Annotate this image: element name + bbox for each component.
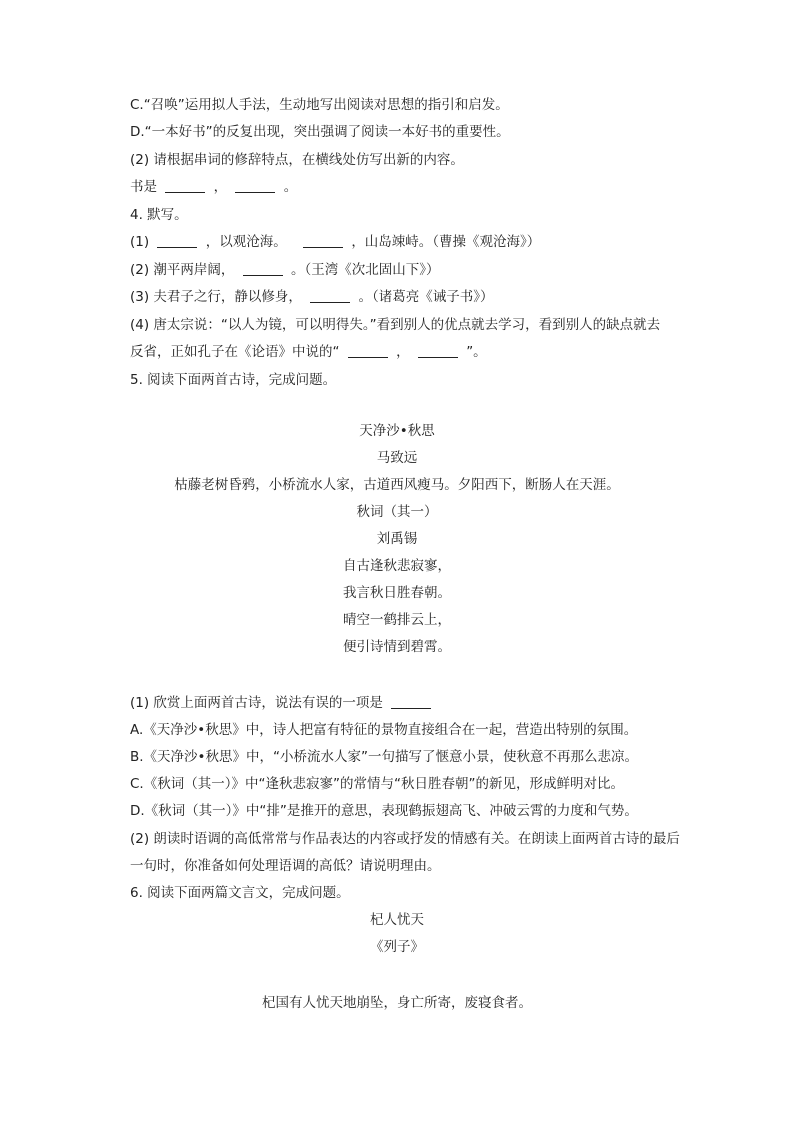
answer-blank — [348, 343, 388, 358]
answer-blank — [418, 343, 458, 358]
q4-item-2-text-a: (2) 潮平两岸阔， — [130, 262, 235, 278]
poem2-line: 我言秋日胜春朝。 — [343, 585, 451, 601]
q4-item-2-text-b: 。（王湾《次北固山下》） — [291, 262, 440, 278]
q5-part1-text: (1) 欣赏上面两首古诗，说法有误的一项是 — [130, 695, 383, 711]
poem2-line: 晴空一鹤排云上， — [343, 612, 451, 628]
q4-item-4-text-b: ， — [396, 344, 410, 360]
q4-item-4: (4) 唐太宗说：“以人为镜，可以明得失。”看到别人的优点就去学习，看到别人的缺点就去 — [130, 317, 661, 333]
q5-part2-line2: 一句时，你准备如何处理语调的高低？请说明理由。 — [130, 858, 441, 874]
answer-blank — [310, 288, 350, 303]
q5-option-b: B.《天净沙•秋思》中，“小桥流水人家”一句描写了惬意小景，使秋意不再那么悲凉。 — [130, 749, 639, 765]
q4-item-2 — [130, 260, 440, 280]
q4-item-4-text-c: ”。 — [466, 344, 487, 360]
q4-item-3 — [130, 287, 494, 307]
poem1-text: 枯藤老树昏鸦，小桥流水人家，古道西风瘦马。夕阳西下，断肠人在天涯。 — [174, 477, 620, 493]
q3-option-c: C.“召唤”运用拟人手法，生动地写出阅读对思想的指引和启发。 — [130, 97, 509, 113]
poem2-title: 秋词（其一） — [356, 504, 438, 520]
answer-blank — [303, 233, 343, 248]
q3-fill-sep: ， — [213, 179, 228, 195]
q3-fill-prefix: 书是 — [130, 179, 157, 195]
q5-option-c: C.《秋词（其一）》中“逢秋悲寂寥”的常情与“秋日胜春朝”的新见，形成鲜明对比。 — [130, 776, 624, 792]
q3-fill-line — [130, 177, 297, 197]
q5-part2-line1: (2) 朗读时语调的高低常常与作品表达的内容或抒发的情感有关。在朗读上面两首古诗的最后 — [130, 831, 680, 847]
answer-blank — [235, 178, 275, 193]
text-line: 杞国有人忧天地崩坠，身亡所寄，废寝食者。 — [262, 995, 532, 1011]
answer-blank — [165, 178, 205, 193]
q4-item-1 — [130, 232, 540, 252]
q4-item-4-cont — [130, 342, 487, 362]
poem1-title: 天净沙•秋思 — [359, 423, 435, 439]
text-source: 《列子》 — [370, 939, 424, 955]
q6-title: 6. 阅读下面两篇文言文，完成问题。 — [130, 885, 350, 901]
q5-part1 — [130, 693, 435, 713]
poem2-line: 便引诗情到碧霄。 — [343, 639, 451, 655]
q5-option-a: A.《天净沙•秋思》中，诗人把富有特征的景物直接组合在一起，营造出特别的氛围。 — [130, 722, 638, 738]
poem1-author: 马致远 — [376, 450, 418, 466]
q3-part2: (2) 请根据串词的修辞特点，在横线处仿写出新的内容。 — [130, 152, 464, 168]
answer-blank — [391, 694, 431, 709]
q4-item-3-text-a: (3) 夫君子之行，静以修身， — [130, 289, 302, 305]
q4-item-1-num: (1) — [130, 234, 150, 250]
answer-blank — [157, 233, 197, 248]
q3-option-d: D.“一本好书”的反复出现，突出强调了阅读一本好书的重要性。 — [130, 124, 510, 140]
poem2-author: 刘禹锡 — [376, 531, 418, 547]
q4-item-1-text-b: ，山岛竦峙。（曹操《观沧海》） — [351, 234, 541, 250]
q4-item-1-text-a: ，以观沧海。 — [205, 234, 287, 250]
q4-item-4-text-a: 反省，正如孔子在《论语》中说的“ — [130, 344, 340, 360]
q4-item-3-text-b: 。（诸葛亮《诫子书》） — [358, 289, 494, 305]
q5-option-d: D.《秋词（其一）》中“排”是推开的意思，表现鹤振翅高飞、冲破云霄的力度和气势。 — [130, 803, 638, 819]
q4-title: 4. 默写。 — [130, 207, 188, 223]
q3-fill-end: 。 — [283, 179, 298, 195]
poem2-line: 自古逢秋悲寂寥， — [343, 558, 451, 574]
answer-blank — [243, 261, 283, 276]
text-title: 杞人忧天 — [370, 912, 424, 928]
q5-title: 5. 阅读下面两首古诗，完成问题。 — [130, 372, 337, 388]
